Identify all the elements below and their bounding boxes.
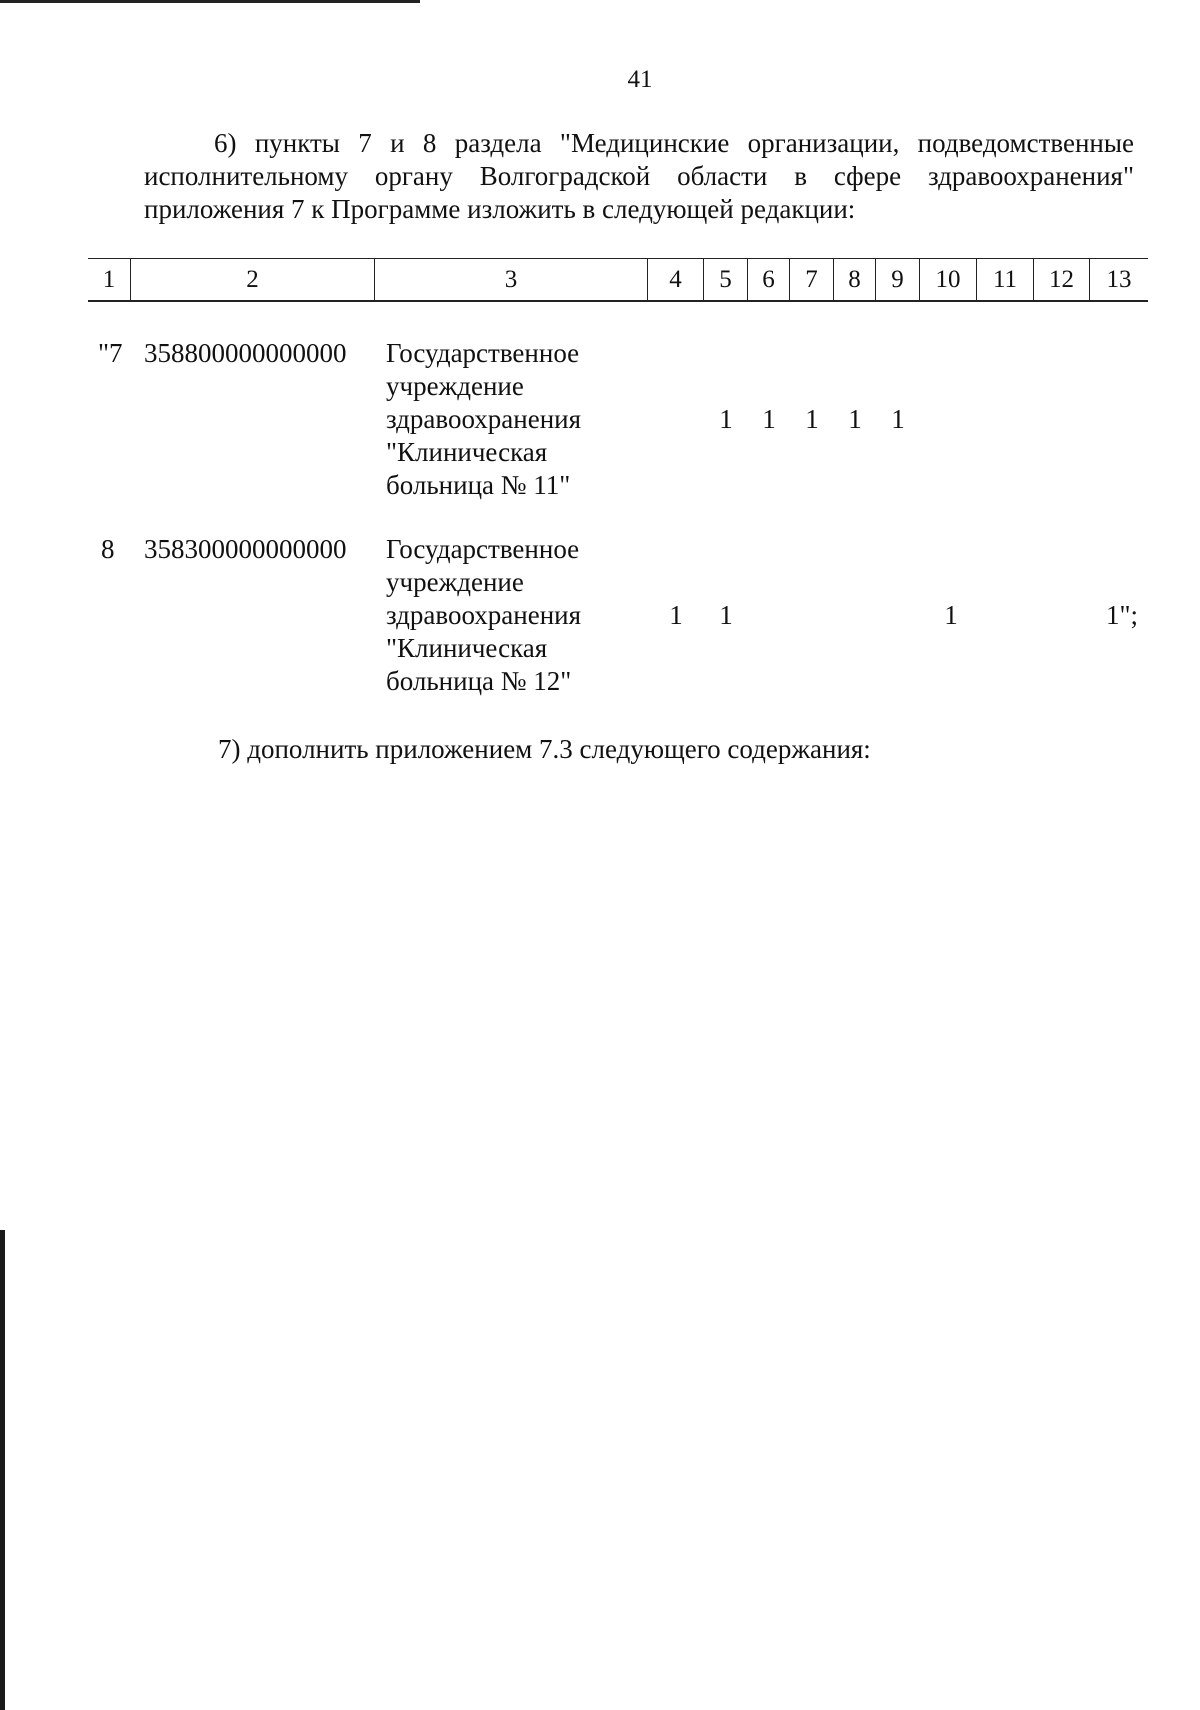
column-header: 3 (374, 259, 647, 300)
row-name-line: "Клиническая (386, 633, 548, 663)
row-value-col10: 1 (944, 600, 958, 630)
column-header: 11 (976, 259, 1033, 300)
column-header: 1 (102, 265, 116, 293)
row-name-line: Государственное (386, 534, 580, 564)
scan-left-edge (0, 1230, 5, 1710)
column-header: 7 (789, 259, 833, 300)
row-name-line: здравоохранения (386, 404, 582, 434)
row-code: 358300000000000 (144, 534, 347, 564)
row-name-line: здравоохранения (386, 600, 582, 630)
row-value-col6: 1 (762, 404, 776, 434)
row-name-line: "Клиническая (386, 437, 548, 467)
column-header: 13 (1089, 259, 1148, 300)
intro-text: пункты 7 и 8 раздела "Медицинские организации, подведомственные исполнительному органу Волгоградской области в сфере здравоохранения" приложения 7 к Программе изложить в следующей редакции: (144, 128, 1135, 224)
row-name-line: учреждение (386, 371, 524, 401)
column-header: 5 (703, 259, 747, 300)
row-value-col5: 1 (719, 600, 733, 630)
table-header-row (88, 258, 1148, 302)
row-name-line: Государственное (386, 338, 580, 368)
row-value-col13: 1"; (1106, 600, 1139, 630)
row-name-line: больница № 12" (386, 666, 572, 696)
row-value-col8: 1 (848, 404, 862, 434)
column-header: 2 (130, 259, 374, 300)
row-number: 8 (101, 534, 115, 564)
column-header: 10 (919, 259, 976, 300)
closing-paragraph: 7) дополнить приложением 7.3 следующего содержания: (218, 734, 871, 764)
row-value-col5: 1 (719, 404, 733, 434)
page-number: 41 (627, 66, 653, 93)
row-value-col9: 1 (891, 404, 905, 434)
column-header: 12 (1033, 259, 1089, 300)
column-header: 4 (647, 259, 703, 300)
intro-paragraph (144, 127, 1134, 226)
row-name-line: учреждение (386, 567, 524, 597)
column-header: 8 (833, 259, 875, 300)
scan-top-border (0, 0, 420, 3)
row-name-line: больница № 11" (386, 470, 571, 500)
intro-marker: 6) (214, 128, 237, 158)
row-number: "7 (98, 338, 123, 368)
row-code: 358800000000000 (144, 338, 347, 368)
row-value-col7: 1 (805, 404, 819, 434)
column-header: 6 (747, 259, 789, 300)
row-value-col4: 1 (669, 600, 683, 630)
column-header: 9 (875, 259, 919, 300)
